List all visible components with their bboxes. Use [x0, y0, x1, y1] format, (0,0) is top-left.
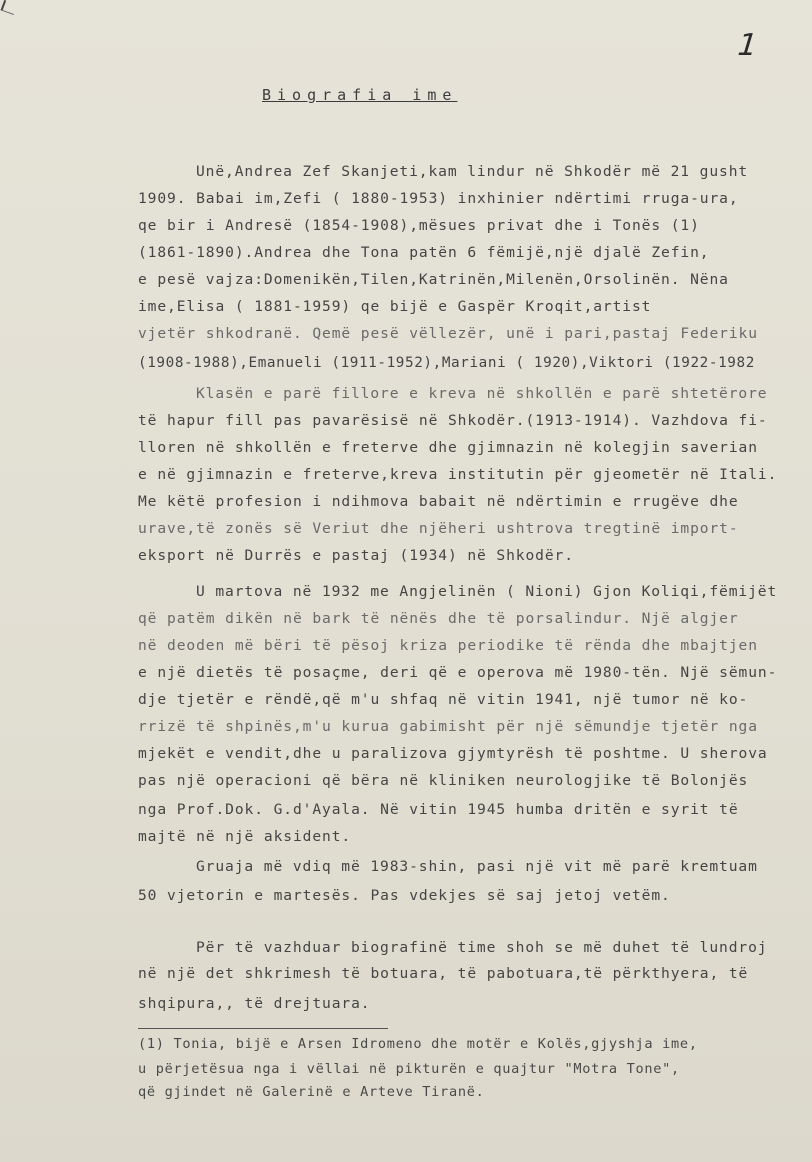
- footnote-divider: [138, 1028, 388, 1029]
- text-line: e një dietës të posaçme, deri që e operova më 1980-tën. Një sëmun-: [138, 664, 778, 681]
- text-line: Për të vazhduar biografinë time shoh se më duhet të lundroj: [196, 939, 768, 956]
- text-line: Klasën e parë fillore e kreva në shkollën e parë shtetërore: [196, 385, 768, 402]
- handwritten-page-number: 1: [736, 28, 759, 63]
- text-line: majtë në një aksident.: [138, 828, 352, 845]
- text-line: në një det shkrimesh të botuara, të pabotuara,të përkthyera, të: [138, 965, 749, 982]
- text-line: vjetër shkodranë. Qemë pesë vëllezër, unë i pari,pastaj Federiku: [138, 325, 758, 342]
- text-line: e në gjimnazin e freterve,kreva institutin për gjeometër në Itali.: [138, 466, 778, 483]
- text-line: dje tjetër e rëndë,që m'u shfaq në vitin 1941, një tumor në ko-: [138, 691, 749, 708]
- text-line: U martova në 1932 me Angjelinën ( Nioni) Gjon Koliqi,fëmijët: [196, 583, 778, 600]
- text-line: shqipura,, të drejtuara.: [138, 995, 371, 1012]
- text-line: (1908-1988),Emanueli (1911-1952),Mariani ( 1920),Viktori (1922-1982: [138, 355, 755, 371]
- footnote-line: që gjindet në Galerinë e Arteve Tiranë.: [138, 1084, 485, 1100]
- text-line: që patëm dikën në bark të nënës dhe të porsalindur. Një algjer: [138, 610, 739, 627]
- text-line: Unë,Andrea Zef Skanjeti,kam lindur në Shkodër më 21 gusht: [196, 163, 749, 180]
- footnote-line: (1) Tonia, bijë e Arsen Idromeno dhe motër e Kolës,gjyshja ime,: [138, 1036, 698, 1052]
- text-line: lloren në shkollën e freterve dhe gjimnazin në kolegjin saverian: [138, 439, 758, 456]
- text-line: pas një operacioni që bëra në kliniken neurologjike të Bolonjës: [138, 772, 749, 789]
- text-line: e pesë vajza:Domenikën,Tilen,Katrinën,Milenën,Orsolinën. Nëna: [138, 271, 729, 288]
- document-title: Biografia ime: [262, 86, 458, 104]
- text-line: qe bir i Andresë (1854-1908),mësues privat dhe i Tonës (1): [138, 217, 700, 234]
- text-line: 50 vjetorin e martesës. Pas vdekjes së saj jetoj vetëm.: [138, 887, 671, 904]
- text-line: eksport në Durrës e pastaj (1934) në Shkodër.: [138, 547, 574, 564]
- text-line: rrizë të shpinës,m'u kurua gabimisht për një sëmundje tjetër nga: [138, 718, 758, 735]
- text-line: ime,Elisa ( 1881-1959) qe bijë e Gaspër Kroqit,artist: [138, 298, 652, 315]
- text-line: urave,të zonës së Veriut dhe njëheri ushtrova tregtinë import-: [138, 520, 739, 537]
- text-line: mjekët e vendit,dhe u paralizova gjymtyrësh të poshtme. U sherova: [138, 745, 768, 762]
- text-line: të hapur fill pas pavarësisë në Shkodër.(1913-1914). Vazhdova fi-: [138, 412, 768, 429]
- corner-pencil-mark: [1, 0, 18, 15]
- text-line: Gruaja më vdiq më 1983-shin, pasi një vit më parë kremtuam: [196, 858, 758, 875]
- text-line: në deoden më bëri të pësoj kriza periodike të rënda dhe mbajtjen: [138, 637, 758, 654]
- text-line: nga Prof.Dok. G.d'Ayala. Në vitin 1945 humba dritën e syrit të: [138, 801, 739, 818]
- text-line: Me këtë profesion i ndihmova babait në ndërtimin e rrugëve dhe: [138, 493, 739, 510]
- text-line: 1909. Babai im,Zefi ( 1880-1953) inxhinier ndërtimi rruga-ura,: [138, 190, 739, 207]
- text-line: (1861-1890).Andrea dhe Tona patën 6 fëmijë,një djalë Zefin,: [138, 244, 710, 261]
- footnote-line: u përjetësua nga i vëllai në pikturën e quajtur "Motra Tone",: [138, 1061, 680, 1077]
